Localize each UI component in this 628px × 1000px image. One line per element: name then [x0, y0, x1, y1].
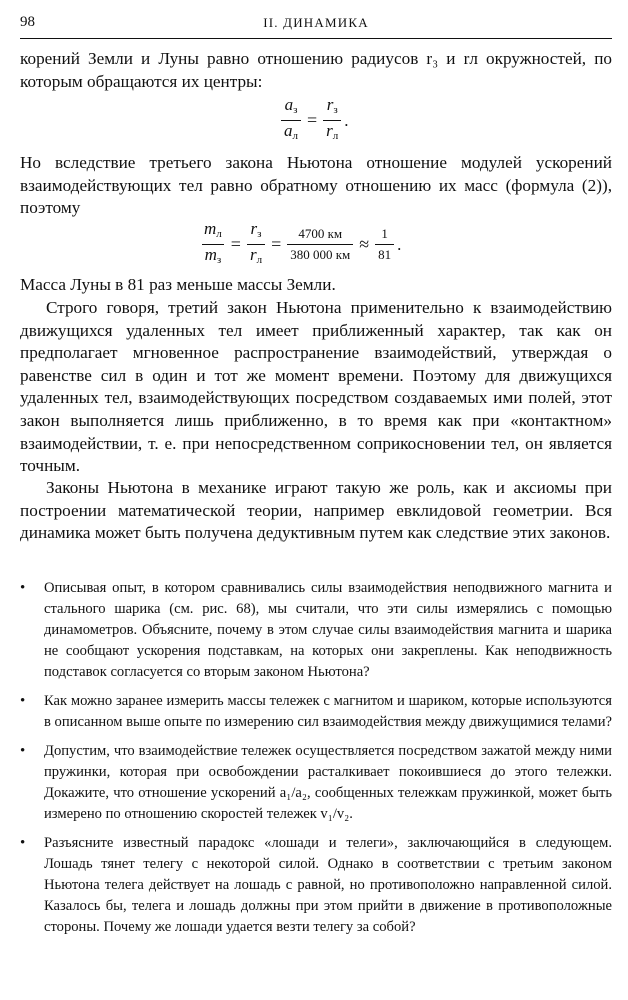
paragraph-2: Но вследствие третьего закона Ньютона отношение модулей ускорений взаимодействующих тел равно обратному отношению их масс (формула (2)), поэтому [20, 153, 612, 218]
symbol-r-earth: r [250, 219, 258, 238]
page-number: 98 [20, 14, 35, 30]
bullet-icon: • [20, 835, 26, 851]
equals-sign: = [230, 234, 241, 254]
header-rule [20, 38, 612, 39]
question-item [20, 578, 612, 683]
fraction-accelerations [281, 96, 301, 145]
subscript-earth: з [257, 228, 262, 240]
fraction-radii [247, 220, 265, 269]
symbol-r-moon: r [326, 121, 333, 140]
paragraph-4: Строго говоря, третий закон Ньютона применительно к взаимодействию движущихся удаленных тел имеет приближенный характер, так как он предполагает мгновенное распространение взаимодействий, утверждая о равенстве сил в один и тот же момент времени. Поэтому для движущихся удаленных тел, взаимодействующих посредством создаваемых ими полей, этот закон выполняется лишь приближенно, в то время как при «контактном» взаимодействии, т. е. при непосредственном соприкосновении тел, он является точным. [20, 298, 612, 476]
value-one: 1 [381, 226, 388, 241]
question-item [20, 833, 612, 938]
paragraph-1: корений Земли и Луны равно отношению радиусов r₃ и rл окружностей, по которым обращаются их центры: [20, 49, 612, 91]
fraction-distances [287, 225, 353, 264]
bullet-icon: • [20, 693, 26, 709]
bullet-icon: • [20, 743, 26, 759]
formula-period: . [397, 234, 402, 254]
subscript-moon: л [332, 130, 339, 142]
fraction-masses [201, 220, 225, 269]
subscript-moon: л [216, 228, 222, 240]
value-4700-km: 4700 км [298, 226, 343, 241]
question-text: Как можно заранее измерить массы тележек с магнитом и шариком, которые используются в описанном выше опыте по измерению сил взаимодействия между движущимися телами? [44, 693, 613, 730]
formula-mass-ratio [198, 220, 401, 269]
equals-sign: = [271, 234, 282, 254]
question-item [20, 691, 612, 733]
symbol-m-earth: m [204, 245, 217, 264]
fraction-radii [323, 96, 341, 145]
subscript-earth: з [293, 104, 298, 116]
fraction-one-81 [375, 225, 394, 264]
symbol-r-earth: r [326, 95, 334, 114]
subscript-earth: з [216, 254, 222, 266]
value-81: 81 [375, 244, 394, 264]
approx-sign: ≈ [359, 234, 370, 254]
subscript-earth: з [333, 104, 338, 116]
running-head: II. ДИНАМИКА [263, 15, 369, 30]
symbol-a-earth: a [284, 95, 294, 114]
paragraph-5: Законы Ньютона в механике играют такую же роль, как и аксиомы при построении математической теории, например евклидовой геометрии. Вся динамика может быть получена дедуктивным путем как следствие этих законов. [20, 478, 612, 543]
paragraph-3: Масса Луны в 81 раз меньше массы Земли. [20, 275, 336, 294]
subscript-moon: л [292, 130, 298, 142]
equals-sign: = [307, 110, 318, 130]
formula-period: . [344, 110, 349, 130]
symbol-r-moon: r [249, 245, 257, 264]
formula-acceleration-ratio [278, 96, 349, 145]
question-text: Допустим, что взаимодействие тележек осуществляется посредством зажатой между ними пружинки, которая при освобождении расталкивает покоившиеся до этого тележки. Докажите, что отношение ускорений a₁/a₂, сообщенных тележкам пружинкой, может быть измерено по отношению скоростей тележек v₁/v₂. [44, 743, 612, 822]
question-item [20, 741, 612, 825]
bullet-icon: • [20, 580, 26, 596]
symbol-m-moon: m [204, 219, 217, 238]
symbol-a-moon: a [284, 121, 293, 140]
value-380000-km: 380 000 км [287, 244, 353, 264]
page-header [20, 12, 612, 36]
question-text: Описывая опыт, в котором сравнивались силы взаимодействия неподвижного магнита и стального шарика (см. рис. 68), мы считали, что эти силы измерялись с помощью динамометров. Объясните, почему в этом случае силы взаимодействия магнита и шарика не сообщают ускорения подставкам, на которых они закреплены. Как неподвижность подставок согласуется со вторым законом Ньютона? [44, 580, 612, 680]
questions-list [20, 578, 612, 946]
question-text: Разъясните известный парадокс «лошади и телеги», заключающийся в следующем. Лошадь тянет телегу с некоторой силой. Однако в соответствии с третьим законом Ньютона телега действует на лошадь с равной, но противоположно направленной силой. Казалось бы, телега и лошадь должны при этом прийти в движение в противоположные стороны. Почему же лошади удается везти телегу за собой? [44, 835, 612, 935]
subscript-moon: л [256, 254, 263, 266]
